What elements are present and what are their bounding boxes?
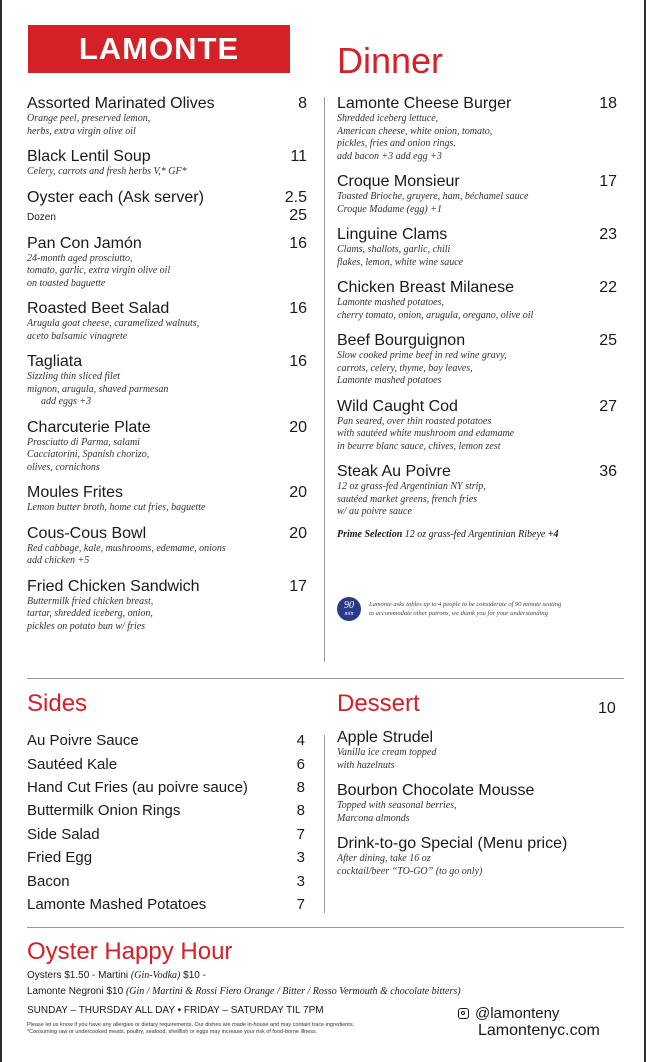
menu-item [337, 226, 617, 269]
description-line: w/ au poivre sauce [337, 506, 412, 517]
description-line: Toasted Brioche, gruyere, ham, béchamel sauce [337, 191, 529, 202]
description-line: add chicken +5 [27, 555, 90, 566]
item-name: Moules Frites [27, 484, 124, 501]
side-name: Hand Cut Fries (au poivre sauce) [27, 778, 248, 796]
menu-item [337, 279, 617, 322]
happy-hour-note: (Gin / Martini & Rossi Fiero Orange / Bitter / Rosso Vermouth & chocolate bitters) [125, 986, 461, 997]
item-header [337, 729, 617, 747]
section-divider [27, 678, 624, 679]
item-name: Charcuterie Plate [27, 418, 151, 436]
happy-hour-title: Oyster Happy Hour [27, 938, 233, 965]
side-name: Au Poivre Sauce [27, 732, 139, 750]
side-item [27, 823, 305, 846]
item-price: 8 [298, 95, 307, 112]
item-header [27, 525, 307, 543]
item-name: Steak Au Poivre [337, 463, 451, 480]
side-price: 4 [296, 732, 305, 750]
happy-hour-text: Oysters $1.50 - Martini [27, 970, 131, 981]
description-line [27, 384, 307, 409]
item-header [27, 189, 307, 207]
menu-item [27, 353, 307, 409]
dozen-label: Dozen [27, 211, 56, 223]
item-header [27, 95, 307, 113]
item-price: 20 [289, 418, 307, 436]
menu-item [337, 95, 617, 163]
item-description [27, 166, 307, 179]
menu-item [27, 525, 307, 568]
menu-item [27, 95, 307, 138]
badge-unit: min [344, 611, 354, 617]
menu-item [337, 173, 617, 216]
item-header [337, 332, 617, 350]
item-header [337, 226, 617, 244]
item-price: 18 [599, 95, 617, 112]
description-line: Red cabbage, kale, mushrooms, edemame, onions [27, 542, 226, 554]
dinner-title: Dinner [337, 40, 444, 81]
side-price: 7 [296, 895, 305, 913]
item-name: Cous-Cous Bowl [27, 524, 147, 542]
item-description [337, 350, 617, 388]
menu-item [27, 189, 307, 225]
item-price: 36 [599, 463, 617, 480]
description-line: carrots, celery, thyme, bay leaves, [337, 362, 473, 374]
item-name: Croque Monsieur [337, 173, 460, 190]
item-price: 17 [599, 173, 617, 190]
description-line: pickles, fries and onion rings. [337, 138, 456, 149]
description-line: herbs, extra virgin olive oil [27, 125, 136, 137]
description-line: Arugula goat cheese, caramelized walnuts, [27, 318, 200, 329]
sides-title: Sides [27, 690, 88, 717]
item-name: Chicken Breast Milanese [337, 279, 514, 296]
description-line: on toasted baguette [27, 277, 106, 289]
description-line: Sizzling thin sliced filet [27, 371, 121, 382]
item-header [337, 463, 617, 481]
seating-notice [337, 597, 622, 621]
description-line: Pan seared, over thin roasted potatoes [337, 415, 492, 427]
item-header [27, 148, 307, 166]
dozen-row [27, 207, 307, 225]
item-description [27, 371, 307, 409]
item-description [27, 113, 307, 138]
item-name: Beef Bourguignon [337, 332, 466, 349]
dinner-left-column [27, 95, 307, 643]
item-header [337, 835, 617, 853]
item-name: Drink-to-go Special (Menu price) [337, 835, 568, 852]
description-line: pickles on potato bun w/ fries [27, 620, 146, 632]
menu-item [27, 235, 307, 291]
description-line: Marcona almonds [337, 812, 410, 824]
item-price: 16 [289, 234, 307, 252]
description-line: tartar, shredded iceberg, onion, [27, 608, 153, 619]
item-header [27, 353, 307, 371]
description-line: with sautéed white mushroom and edamame [337, 428, 515, 439]
left-border [0, 0, 2, 1062]
description-line: 24-month aged prosciutto, [27, 252, 133, 264]
item-name: Oyster each (Ask server) [27, 188, 204, 206]
item-price: 2.5 [284, 188, 307, 206]
item-name: Pan Con Jamón [27, 234, 142, 252]
side-item [27, 893, 305, 916]
item-description [27, 437, 307, 475]
badge-number: 90 [344, 600, 354, 611]
happy-hour-text: $10 - [180, 970, 206, 981]
item-name: Lamonte Cheese Burger [337, 95, 512, 112]
description-line: Clams, shallots, garlic, chili [337, 244, 451, 255]
item-header [27, 300, 307, 318]
side-item [27, 846, 305, 869]
instagram-handle[interactable] [458, 1005, 559, 1022]
description-line: Cacciatorini, Spanish chorizo, [27, 449, 150, 460]
item-description [337, 191, 617, 216]
description-line: with hazelnuts [337, 759, 395, 771]
item-name: Wild Caught Cod [337, 397, 458, 415]
item-description [337, 747, 617, 772]
item-name: Black Lentil Soup [27, 148, 151, 165]
side-price: 7 [296, 825, 305, 843]
happy-hour-line [27, 970, 206, 981]
side-item [27, 799, 305, 822]
item-description [337, 481, 617, 519]
menu-item [337, 398, 617, 454]
description-line: olives, cornichons [27, 461, 100, 473]
item-price: 23 [599, 226, 617, 243]
side-price: 8 [296, 778, 305, 796]
notice-line: Lamonte asks tables up to 4 people to be considerate of 90 minute seating [369, 601, 562, 608]
item-price: 20 [289, 524, 307, 542]
description-line: add bacon +3 add egg +3 [337, 150, 442, 162]
description-line: Topped with seasonal berries, [337, 800, 457, 811]
disclaimer-line: *Consuming raw or undercooked meats, poultry, seafood, shellfish or eggs may increase your risk of food-borne illness. [27, 1029, 318, 1035]
happy-hour-note: (Gin-Vodka) [130, 970, 181, 981]
item-description [27, 596, 307, 634]
website-link[interactable]: Lamontenyc.com [478, 1022, 600, 1039]
item-header [27, 484, 307, 502]
description-line: Croque Madame (egg) +1 [337, 203, 442, 215]
item-description [337, 113, 617, 163]
description-line: cocktail/beer “TO-GO” (to go only) [337, 865, 483, 877]
dinner-right-column [337, 95, 617, 540]
item-description [337, 853, 617, 878]
side-name: Sautéed Kale [27, 755, 118, 773]
item-header [337, 279, 617, 297]
ninety-minute-badge [337, 597, 361, 621]
dozen-price: 25 [289, 206, 307, 224]
item-description [27, 318, 307, 343]
prime-selection [337, 529, 617, 540]
side-name: Lamonte Mashed Potatoes [27, 895, 207, 913]
menu-item [337, 835, 617, 878]
item-name: Fried Chicken Sandwich [27, 577, 200, 595]
item-header [337, 95, 617, 113]
side-price: 3 [296, 872, 305, 890]
allergy-disclaimer [27, 1022, 447, 1036]
description-line: mignon, arugula, shaved parmesan [27, 383, 169, 395]
column-divider [324, 97, 325, 662]
disclaimer-line: Please let us know if you have any allergies or dietary requirements. Our dishes are made in-house and may contain trace ingredients. [27, 1022, 355, 1028]
menu-item [27, 419, 307, 475]
item-price: 20 [289, 484, 307, 501]
side-price: 6 [296, 755, 305, 773]
side-item [27, 869, 305, 892]
happy-hour-schedule: SUNDAY – THURSDAY ALL DAY • FRIDAY – SATURDAY TIL 7PM [27, 1005, 324, 1016]
item-header [337, 173, 617, 191]
item-header [27, 419, 307, 437]
item-name: Linguine Clams [337, 226, 448, 243]
item-price: 27 [599, 397, 617, 415]
menu-item [27, 300, 307, 343]
description-line: cherry tomato, onion, arugula, oregano, olive oil [337, 309, 534, 321]
prime-price: +4 [547, 528, 559, 540]
dessert-price: 10 [598, 700, 616, 717]
item-description [27, 502, 307, 515]
side-item [27, 776, 305, 799]
description-line: Shredded iceberg lettuce, [337, 113, 439, 124]
item-name: Bourbon Chocolate Mousse [337, 782, 535, 799]
item-header [27, 235, 307, 253]
item-name: Assorted Marinated Olives [27, 95, 215, 112]
description-line: Vanilla ice cream topped [337, 747, 437, 758]
description-line: tomato, garlic, extra virgin olive oil [27, 265, 171, 276]
side-price: 3 [296, 849, 305, 867]
item-price: 17 [289, 577, 307, 595]
item-description [27, 543, 307, 568]
happy-hour-text: Lamonte Negroni $10 [27, 986, 126, 997]
dessert-list [337, 729, 617, 888]
description-line: 12 oz grass-fed Argentinian NY strip, [337, 481, 486, 492]
description-line: American cheese, white onion, tomato, [337, 125, 493, 137]
item-price: 16 [289, 353, 307, 370]
side-name: Bacon [27, 872, 70, 890]
prime-label: Prime Selection [337, 528, 403, 540]
sides-list [27, 729, 305, 916]
happy-hour-line [27, 986, 461, 997]
description-line: Orange peel, preserved lemon, [27, 113, 151, 124]
restaurant-logo: LAMONTE [28, 25, 290, 73]
description-line: Lemon butter broth, home cut fries, baguette [27, 502, 206, 513]
item-price: 22 [599, 279, 617, 296]
menu-item [337, 729, 617, 772]
item-price: 11 [290, 148, 307, 165]
side-name: Buttermilk Onion Rings [27, 802, 181, 820]
item-description [337, 416, 617, 454]
description-line: Prosciutto di Parma, salami [27, 436, 140, 448]
description-line: aceto balsamic vinagrete [27, 330, 128, 342]
description-line: sautéed market greens, french fries [337, 493, 478, 505]
item-description [337, 800, 617, 825]
description-line: Lamonte mashed potatoes [337, 375, 442, 386]
notice-line: to accommodate other patrons, we thank you for your understanding [369, 610, 548, 617]
notice-text [369, 600, 561, 618]
menu-item [27, 148, 307, 179]
item-header [337, 782, 617, 800]
item-price: 25 [599, 332, 617, 349]
dessert-title: Dessert [337, 690, 420, 717]
side-name: Fried Egg [27, 849, 93, 867]
description-line: Lamonte mashed potatoes, [337, 297, 444, 308]
description-line: in beurre blanc sauce, chives, lemon zest [337, 440, 501, 452]
instagram-icon [458, 1008, 469, 1019]
menu-item [337, 782, 617, 825]
item-name: Roasted Beet Salad [27, 300, 170, 317]
side-item [27, 752, 305, 775]
menu-item [27, 578, 307, 634]
item-description [337, 297, 617, 322]
side-item [27, 729, 305, 752]
menu-item [337, 463, 617, 519]
description-line: Celery, carrots and fresh herbs V,* GF* [27, 166, 187, 177]
item-price: 16 [289, 300, 307, 317]
item-description [27, 253, 307, 291]
item-name: Apple Strudel [337, 729, 434, 746]
description-line: Slow cooked prime beef in red wine gravy, [337, 350, 507, 361]
item-header [337, 398, 617, 416]
item-description [337, 244, 617, 269]
side-price: 8 [296, 802, 305, 820]
description-line: After dining, take 16 oz [337, 853, 431, 864]
section-divider [27, 927, 624, 928]
column-divider [324, 735, 325, 913]
description-line: flakes, lemon, white wine sauce [337, 256, 464, 268]
menu-item [27, 484, 307, 515]
menu-item [337, 332, 617, 388]
instagram-text: @lamonteny [475, 1005, 560, 1022]
item-name: Tagliata [27, 353, 83, 370]
item-addon: add eggs +3 [41, 396, 92, 407]
description-line: Buttermilk fried chicken breast, [27, 595, 154, 607]
prime-text: 12 oz grass-fed Argentinian Ribeye [404, 528, 546, 540]
item-header [27, 578, 307, 596]
side-name: Side Salad [27, 825, 100, 843]
